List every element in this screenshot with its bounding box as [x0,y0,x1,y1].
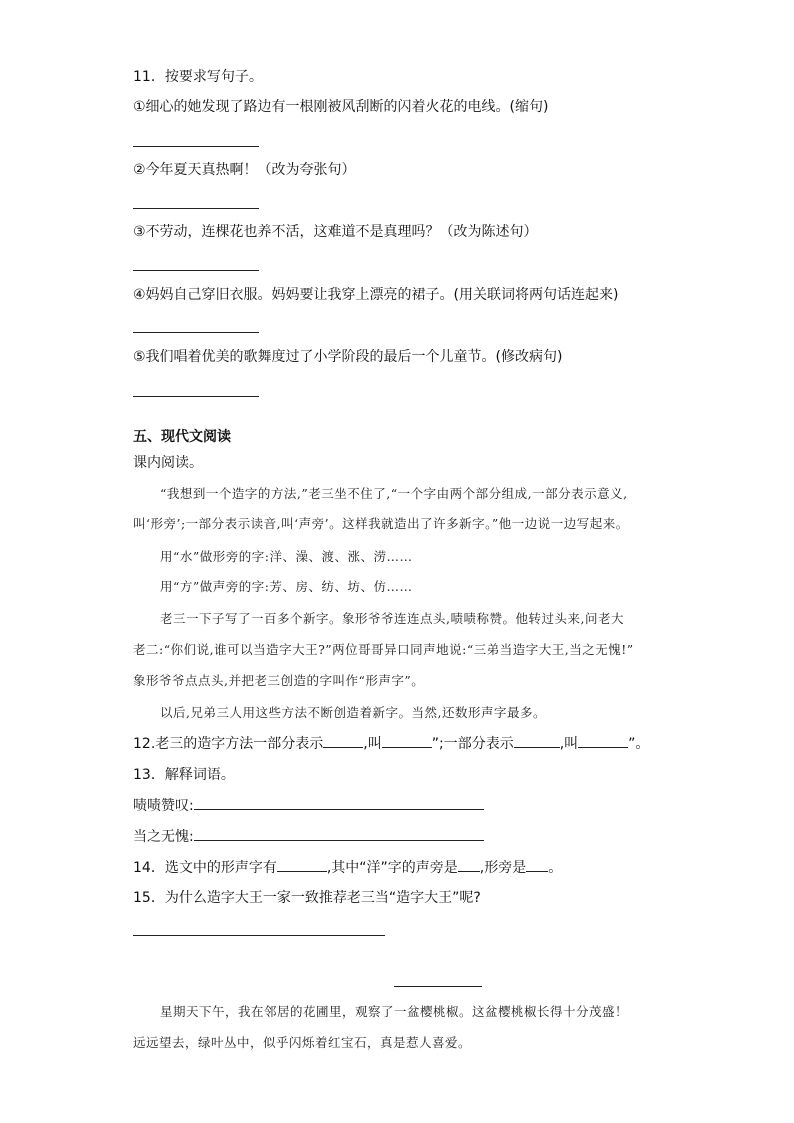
question-11-item-1: ①细心的她发现了路边有一根刚被风刮断的闪着火花的电线。(缩句) [133,99,549,115]
answer-blank-11-4[interactable] [133,332,259,333]
question-11-title: 11．按要求写句子。 [133,69,263,85]
question-12-text: ”;一部分表示 [431,736,514,752]
question-14-text: ,形旁是 [479,860,527,876]
passage-line: 用“方”做声旁的字:芳、房、纺、坊、仿…… [160,579,413,594]
question-14-text: ,其中“洋”字的声旁是 [326,860,458,876]
answer-blank-13-1[interactable] [194,796,484,810]
answer-blank-12-3[interactable] [514,734,560,748]
question-13-word-2 [133,827,484,846]
answer-blank-12-2[interactable] [382,734,432,748]
answer-blank-12-4[interactable] [578,734,628,748]
passage-line: 老二:“你们说,谁可以当造字大王?”两位哥哥异口同声地说:“三弟当造字大王,当之无愧!” [133,642,634,657]
question-11-item-3: ③不劳动，连棵花也养不活，这难道不是真理吗？（改为陈述句） [133,224,538,240]
section-heading: 五、现代文阅读 [133,429,231,445]
question-12-text: ,叫 [559,736,579,752]
word-label: 啧啧赞叹: [133,798,194,814]
question-13-title: 13．解释词语。 [133,767,235,783]
answer-blank-11-1[interactable] [133,146,259,147]
answer-blank-11-3[interactable] [133,270,259,271]
question-14-text: 。 [548,860,563,876]
question-12 [133,734,649,753]
answer-blank-12-1[interactable] [323,734,363,748]
answer-blank-15[interactable] [133,935,385,936]
passage-line: 以后,兄弟三人用这些方法不断创造着新字。当然,还数形声字最多。 [160,705,546,720]
passage-line: 叫‘形旁’;一部分表示读音,叫‘声旁’。这样我就造出了许多新字。”他一边说一边写起来。 [133,516,629,531]
question-14 [133,858,562,877]
question-12-text: 12.老三的造字方法一部分表示 [133,736,324,752]
question-11-item-4: ④妈妈自己穿旧衣服。妈妈要让我穿上漂亮的裙子。(用关联词将两句话连起来) [133,287,619,303]
passage-line: 远远望去，绿叶丛中，似乎闪烁着红宝石，真是惹人喜爱。 [133,1035,472,1050]
word-label: 当之无愧: [133,829,194,845]
passage-line: “我想到一个造字的方法,”老三坐不住了,“一个字由两个部分组成,一部分表示意义, [160,486,628,501]
section-subheading: 课内阅读。 [133,455,203,471]
question-15: 15．为什么造字大王一家一致推荐老三当“造字大王”呢? [133,890,481,906]
answer-blank-14-2[interactable] [458,858,480,872]
question-12-text: ,叫 [363,736,382,752]
passage-line: 星期天下午，我在邻居的花圃里，观察了一盆樱桃椒。这盆樱桃椒长得十分茂盛！ [160,1004,629,1019]
passage-line: 老三一下子写了一百多个新字。象形爷爷连连点头,啧啧称赞。他转过头来,问老大 [160,611,624,626]
passage-line: 用“水”做形旁的字:洋、澡、渡、涨、涝…… [160,549,413,564]
question-12-text: ”。 [628,736,650,752]
title-blank[interactable] [394,986,482,987]
answer-blank-14-3[interactable] [526,858,548,872]
answer-blank-11-5[interactable] [133,396,259,397]
question-14-text: 14．选文中的形声字有 [133,860,277,876]
question-11-item-5: ⑤我们唱着优美的歌舞度过了小学阶段的最后一个儿童节。(修改病句) [133,349,563,365]
question-13-word-1 [133,796,484,815]
question-11-item-2: ②今年夏天真热啊！（改为夸张句） [133,162,356,178]
answer-blank-13-2[interactable] [194,827,484,841]
passage-line: 象形爷爷点点头,并把老三创造的字叫作“形声字”。 [133,673,425,688]
answer-blank-14-1[interactable] [277,858,327,872]
answer-blank-11-2[interactable] [133,208,259,209]
